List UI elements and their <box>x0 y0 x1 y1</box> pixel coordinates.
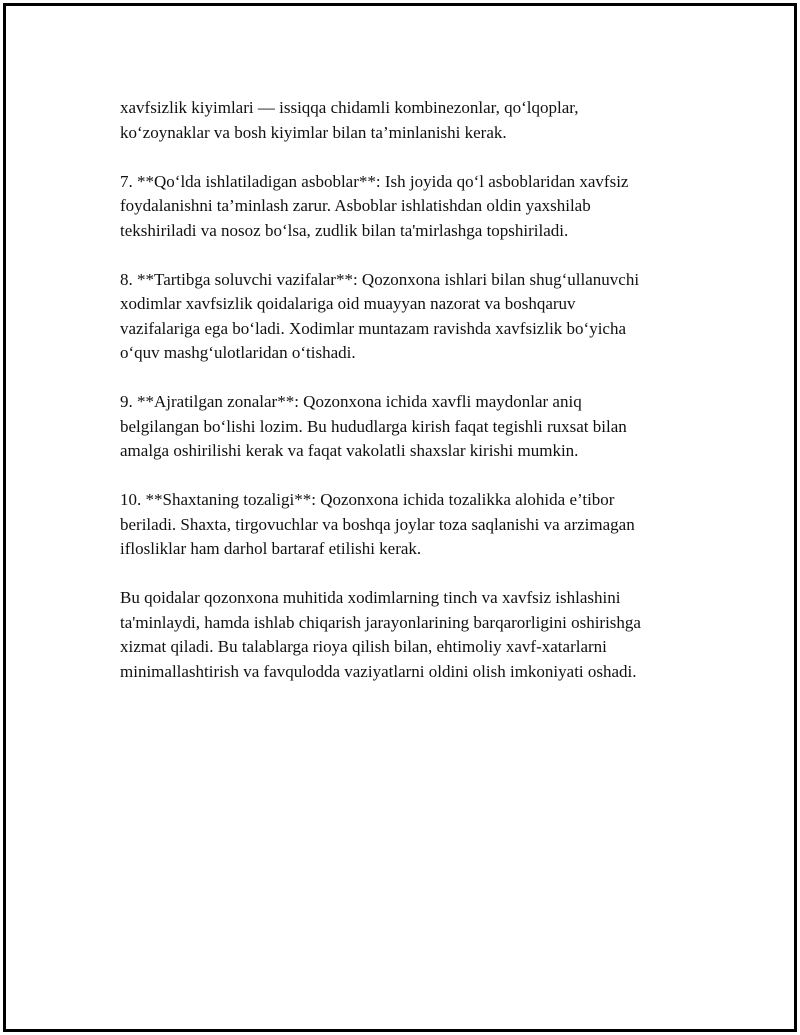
text-line: foydalanishni ta’minlash zarur. Asboblar ishlatishdan oldin yaxshilab <box>120 196 591 215</box>
document-body <box>120 96 710 709</box>
text-line: Bu qoidalar qozonxona muhitida xodimlarning tinch va xavfsiz ishlashini <box>120 588 621 607</box>
text-line: 8. **Tartibga soluvchi vazifalar**: Qozonxona ishlari bilan shug‘ullanuvchi <box>120 269 640 289</box>
text-line: 7. **Qo‘lda ishlatiladigan asboblar**: Ish joyida qo‘l asboblaridan xavfsiz <box>120 171 629 191</box>
text-line: beriladi. Shaxta, tirgovuchlar va boshqa joylar toza saqlanishi va arzimagan <box>120 514 635 534</box>
paragraph-item-8 <box>120 268 710 366</box>
text-line: xodimlar xavfsizlik qoidalariga oid muayyan nazorat va boshqaruv <box>120 294 576 313</box>
paragraph-intro-continuation <box>120 96 710 145</box>
paragraph-conclusion <box>120 586 710 684</box>
text-line: o‘quv mashg‘ulotlaridan o‘tishadi. <box>120 343 356 362</box>
text-line: tekshiriladi va nosoz bo‘lsa, zudlik bilan ta'mirlashga topshiriladi. <box>120 220 569 240</box>
text-line: belgilangan bo‘lishi lozim. Bu hududlarga kirish faqat tegishli ruxsat bilan <box>120 416 627 436</box>
text-line: minimallashtirish va favqulodda vaziyatlarni oldini olish imkoniyati oshadi. <box>120 661 637 681</box>
text-line: xavfsizlik kiyimlari — issiqqa chidamli kombinezonlar, qo‘lqoplar, <box>120 98 579 117</box>
text-line: xizmat qiladi. Bu talablarga rioya qilish bilan, ehtimoliy xavf-xatarlarni <box>120 637 607 656</box>
page-frame <box>3 3 797 1032</box>
text-line: 10. **Shaxtaning tozaligi**: Qozonxona ichida tozalikka alohida e’tibor <box>120 490 615 509</box>
text-line: vazifalariga ega bo‘ladi. Xodimlar muntazam ravishda xavfsizlik bo‘yicha <box>120 318 627 338</box>
paragraph-item-7 <box>120 170 710 244</box>
paragraph-item-9 <box>120 390 710 464</box>
text-line: 9. **Ajratilgan zonalar**: Qozonxona ichida xavfli maydonlar aniq <box>120 392 582 411</box>
text-line: amalga oshirilishi kerak va faqat vakolatli shaxslar kirishi mumkin. <box>120 441 579 460</box>
text-line: ta'minlaydi, hamda ishlab chiqarish jarayonlarining barqarorligini oshirishga <box>120 612 641 632</box>
text-line: iflosliklar ham darhol bartaraf etilishi kerak. <box>120 539 422 558</box>
text-line: ko‘zoynaklar va bosh kiyimlar bilan ta’minlanishi kerak. <box>120 122 507 142</box>
paragraph-item-10 <box>120 488 710 562</box>
